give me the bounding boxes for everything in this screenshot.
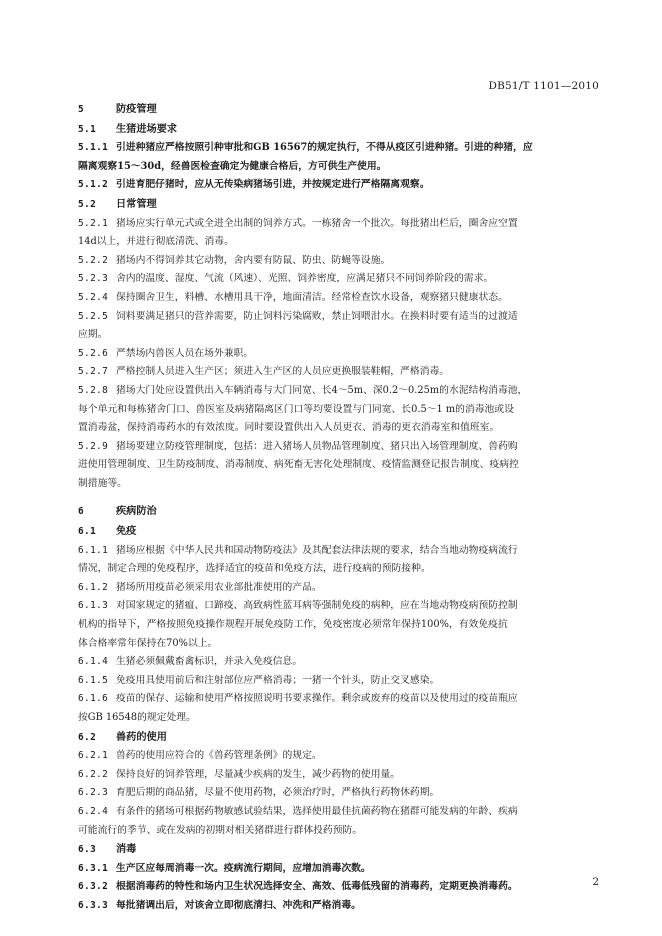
clause-number: 6.3.1 xyxy=(78,862,109,874)
clause-number: 5.2.1 xyxy=(78,217,109,229)
clause-number: 5.2.8 xyxy=(78,384,109,396)
clause-line xyxy=(78,289,600,308)
clause-number: 5.2.3 xyxy=(78,273,109,285)
clause-line xyxy=(78,252,600,271)
clause-number: 5.2.2 xyxy=(78,254,109,266)
clause-text: 按GB 16548的规定处理。 xyxy=(78,712,196,723)
clause-line xyxy=(78,878,600,897)
clause-text: 14d以上，并进行彻底清洗、消毒。 xyxy=(78,236,234,248)
clause-text: 防疫管理 xyxy=(116,103,157,115)
clause-line xyxy=(78,345,600,364)
clause-number: 6 xyxy=(78,506,85,518)
clause-number: 6.2 xyxy=(78,731,97,743)
clause-text: 日常管理 xyxy=(116,197,157,210)
clause-text: 舍内的温度、湿度、气流（风速）、光照、饲养密度，应满足猪只不同饲养阶段的需求。 xyxy=(116,273,494,285)
clause-text: 保持圈舍卫生，料槽、水槽用具干净，地面清洁。经常检查饮水设备，观察猪只健康状态。 xyxy=(116,291,508,303)
clause-text: 生猪必须佩戴畜禽标识，并录入免疫信息。 xyxy=(116,656,303,668)
clause-text: 疫苗的保存、运输和使用严格按照说明书要求操作。剩余或废弃的疫苗以及使用过的疫苗瓶应 xyxy=(116,693,518,705)
clause-number: 5.2.7 xyxy=(78,366,109,378)
clause-number: 6.2.2 xyxy=(78,768,109,780)
clause-line xyxy=(78,784,600,803)
clause-text: 应期。 xyxy=(78,329,108,341)
clause-line xyxy=(78,897,600,916)
clause-text: 每个单元和每栋猪舍门口、兽医室及病猪隔离区门口等均要设置与门同宽、长0.5～1 m的消毒池或设 xyxy=(78,403,514,415)
clause-line xyxy=(78,635,600,654)
clause-text: 对国家规定的猪瘟、口蹄疫、高致病性蓝耳病等强制免疫的病种，应在当地动物疫病预防控制 xyxy=(116,600,518,612)
clause-number: 5.2.6 xyxy=(78,347,109,359)
clause-text: 生产区应每周消毒一次。疫病流行期间，应增加消毒次数。 xyxy=(116,862,371,874)
subsection-heading xyxy=(78,522,600,542)
clause-number: 6.1.4 xyxy=(78,656,109,668)
clause-text: 猪场应实行单元式或全进全出制的饲养方式。一栋猪舍一个批次。每批猪出栏后，圈舍应空置 xyxy=(116,217,518,229)
clause-number: 5.2.5 xyxy=(78,310,109,322)
clause-line xyxy=(78,326,600,345)
clause-line xyxy=(78,363,600,382)
clause-number: 6.2.1 xyxy=(78,750,109,762)
clause-text: 猪场要建立防疫管理制度，包括：进入猪场人员物品管理制度、猪只出入场管理制度、兽药购 xyxy=(116,440,518,452)
clause-line xyxy=(78,653,600,672)
clause-number: 6.2.4 xyxy=(78,805,109,817)
clause-line xyxy=(78,860,600,879)
clause-text: 情况，制定合理的免疫程序，选择适宜的疫苗和免疫方法，进行疫病的预防接种。 xyxy=(78,563,431,575)
document-id: DB51/T 1101—2010 xyxy=(488,80,599,92)
clause-line xyxy=(78,747,600,766)
clause-number: 6.2.3 xyxy=(78,787,109,799)
clause-line xyxy=(78,672,600,691)
clause-line xyxy=(78,382,600,401)
clause-number: 5.1.2 xyxy=(78,179,109,191)
clause-number: 6.3.2 xyxy=(78,881,109,893)
clause-number: 5 xyxy=(78,104,85,115)
clause-text: 有条件的猪场可根据药物敏感试验结果，选择使用最佳抗菌药物在猪群可能发病的年龄、疾病 xyxy=(116,805,518,817)
clause-text: 机构的指导下，严格按照免疫操作规程开展免疫防工作，免疫密度必须常年保持100%，有效免疫抗 xyxy=(78,619,508,631)
document-body xyxy=(78,100,600,916)
clause-text: 疾病防治 xyxy=(116,505,157,518)
clause-line xyxy=(78,419,600,438)
clause-line xyxy=(78,456,600,475)
clause-number: 5.1 xyxy=(78,123,97,135)
clause-number: 6.1.3 xyxy=(78,600,109,612)
section-heading xyxy=(78,100,600,120)
clause-number: 6.1.2 xyxy=(78,581,109,593)
clause-number: 5.2.4 xyxy=(78,291,109,303)
clause-line xyxy=(78,690,600,709)
clause-number: 6.3.3 xyxy=(78,899,109,911)
clause-text: 严格控制人员进入生产区；须进入生产区的人员应更换服装鞋帽，严格消毒。 xyxy=(116,366,450,378)
clause-text: 可能流行的季节、或在发病的初期对相关猪群进行群体投药预防。 xyxy=(78,824,363,836)
clause-number: 6.1.1 xyxy=(78,544,109,556)
clause-number: 6.1 xyxy=(78,526,97,538)
clause-text: 隔离观察15～30d，经兽医检查确定为健康合格后，方可供生产使用。 xyxy=(78,160,387,172)
clause-line xyxy=(78,803,600,822)
clause-number: 5.2.9 xyxy=(78,440,109,452)
clause-text: 严禁场内兽医人员在场外兼职。 xyxy=(116,347,254,359)
clause-line xyxy=(78,709,600,728)
clause-line xyxy=(78,139,600,158)
clause-text: 猪场内不得饲养其它动物，舍内要有防鼠、防虫、防蝇等设施。 xyxy=(116,254,391,266)
clause-line xyxy=(78,158,600,177)
clause-number: 6.3 xyxy=(78,844,97,856)
clause-line xyxy=(78,822,600,841)
clause-number: 5.1.1 xyxy=(78,142,109,154)
clause-text: 猪场大门处应设置供出入车辆消毒与大门同宽、长4～5m、深0.2～0.25m的水泥结构消毒池， xyxy=(116,384,528,396)
clause-text: 体合格率常年保持在70%以上。 xyxy=(78,637,218,649)
clause-text: 保持良好的饲养管理，尽量减少疾病的发生，减少药物的使用量。 xyxy=(116,768,401,780)
clause-line xyxy=(78,560,600,579)
clause-line xyxy=(78,438,600,457)
clause-text: 进使用管理制度、卫生防疫制度、消毒制度、病死畜无害化处理制度、疫情监测登记报告制度、疫病控 xyxy=(78,459,519,471)
clause-line xyxy=(78,475,600,494)
clause-text: 每批猪调出后，对该舍立即彻底清扫、冲洗和严格消毒。 xyxy=(116,899,361,911)
clause-number: 6.1.6 xyxy=(78,693,109,705)
clause-text: 制措施等。 xyxy=(78,477,127,489)
clause-line xyxy=(78,542,600,561)
subsection-heading xyxy=(78,195,600,215)
clause-line xyxy=(78,270,600,289)
page-number: 2 xyxy=(592,876,599,888)
clause-text: 猪场应根据《中华人民共和国动物防疫法》及其配套法律法规的要求，结合当地动物疫病流行 xyxy=(116,544,518,556)
subsection-heading xyxy=(78,728,600,748)
clause-text: 免疫 xyxy=(116,525,137,538)
clause-text: 育肥后期的商品猪，尽量不使用药物，必须治疗时，严格执行药物休药期。 xyxy=(116,787,440,799)
clause-text: 饲料要满足猪只的营养需要，防止饲料污染腐败，禁止饲喂泔水。在换料时要有适当的过渡适 xyxy=(116,310,518,322)
clause-text: 置消毒盆，保持消毒药水的有效浓度。同时要设置供出入人员更衣、消毒的更衣消毒室和值班室。 xyxy=(78,422,500,434)
clause-text: 根据消毒药的特性和场内卫生状况选择安全、高效、低毒低残留的消毒药，定期更换消毒药。 xyxy=(116,881,518,893)
clause-text: 生猪进场要求 xyxy=(116,122,178,135)
clause-text: 兽药的使用 xyxy=(116,730,167,743)
subsection-heading xyxy=(78,840,600,860)
subsection-heading xyxy=(78,120,600,140)
clause-line xyxy=(78,401,600,420)
clause-line xyxy=(78,308,600,327)
clause-line xyxy=(78,597,600,616)
clause-line xyxy=(78,233,600,252)
section-gap xyxy=(78,493,600,502)
clause-number: 6.1.5 xyxy=(78,674,109,686)
clause-text: 消毒 xyxy=(116,843,137,856)
clause-line xyxy=(78,215,600,234)
clause-line xyxy=(78,579,600,598)
clause-line xyxy=(78,616,600,635)
clause-line xyxy=(78,176,600,195)
clause-text: 兽药的使用应符合的《兽药管理条例》的规定。 xyxy=(116,750,322,762)
clause-text: 引进种猪应严格按照引种审批和GB 16567的规定执行，不得从疫区引进种猪。引进的种猪，应 xyxy=(116,142,533,154)
clause-text: 引进育肥仔猪时，应从无传染病猪场引进，并按规定进行严格隔离观察。 xyxy=(116,179,430,191)
clause-number: 5.2 xyxy=(78,198,97,210)
clause-text: 猪场所用疫苗必须采用农业部批准使用的产品。 xyxy=(116,581,322,593)
clause-line xyxy=(78,766,600,785)
clause-text: 免疫用具使用前后和注射部位应严格消毒；一猪一个针头，防止交叉感染。 xyxy=(116,674,440,686)
section-heading xyxy=(78,502,600,522)
